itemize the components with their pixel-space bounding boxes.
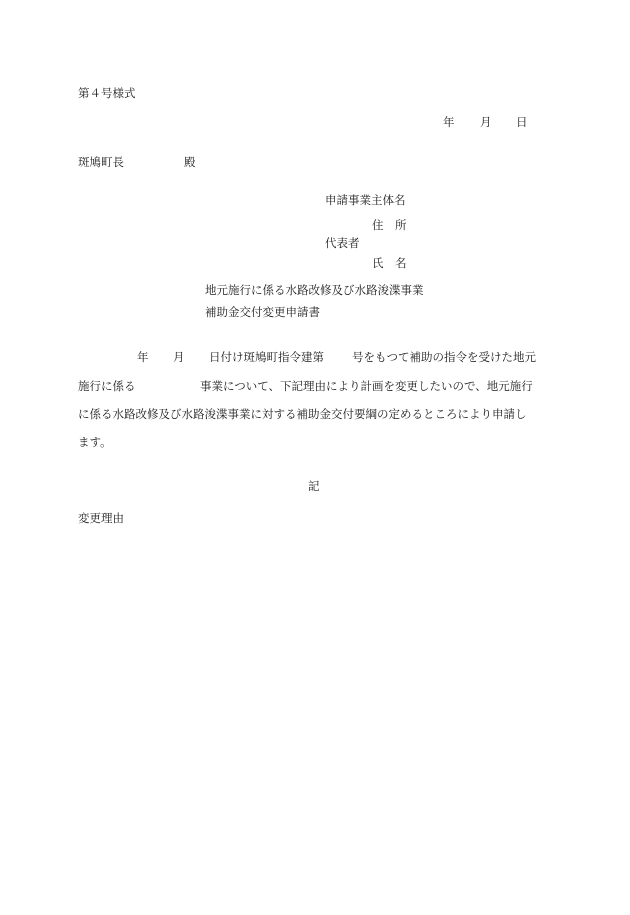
body-line2-text-a: 施行に係る — [78, 379, 136, 393]
ki-marker: 記 — [308, 479, 320, 493]
addressee-honorific: 殿 — [184, 155, 196, 169]
date-year-label: 年 — [443, 115, 455, 129]
applicant-entity-label: 申請事業主体名 — [325, 193, 406, 207]
applicant-representative-label: 代表者 — [325, 236, 360, 250]
addressee-name: 斑鳩町長 — [78, 155, 124, 169]
body-line2-text-b: 事業について、下記理由により計画を変更したいので、地元施行 — [200, 379, 533, 393]
change-reason-label: 変更理由 — [78, 511, 124, 525]
form-number: 第４号様式 — [78, 86, 136, 100]
applicant-address-label: 住 所 — [372, 218, 407, 232]
document-title-line1: 地元施行に係る水路改修及び水路浚渫事業 — [205, 283, 424, 297]
body-line1-text-b: 号をもつて補助の指令を受けた地元 — [352, 350, 536, 364]
document-title-line2: 補助金交付変更申請書 — [205, 305, 320, 319]
date-day-label: 日 — [516, 115, 528, 129]
body-line1-year: 年 — [137, 350, 149, 364]
body-line1-month: 月 — [173, 350, 185, 364]
body-line4: ます。 — [78, 435, 112, 449]
body-line1-text-a: 日付け斑鳩町指令建第 — [209, 350, 324, 364]
date-month-label: 月 — [480, 115, 492, 129]
applicant-name-label: 氏 名 — [372, 256, 407, 270]
body-line3: に係る水路改修及び水路浚渫事業に対する補助金交付要綱の定めるところにより申請し — [78, 407, 527, 421]
